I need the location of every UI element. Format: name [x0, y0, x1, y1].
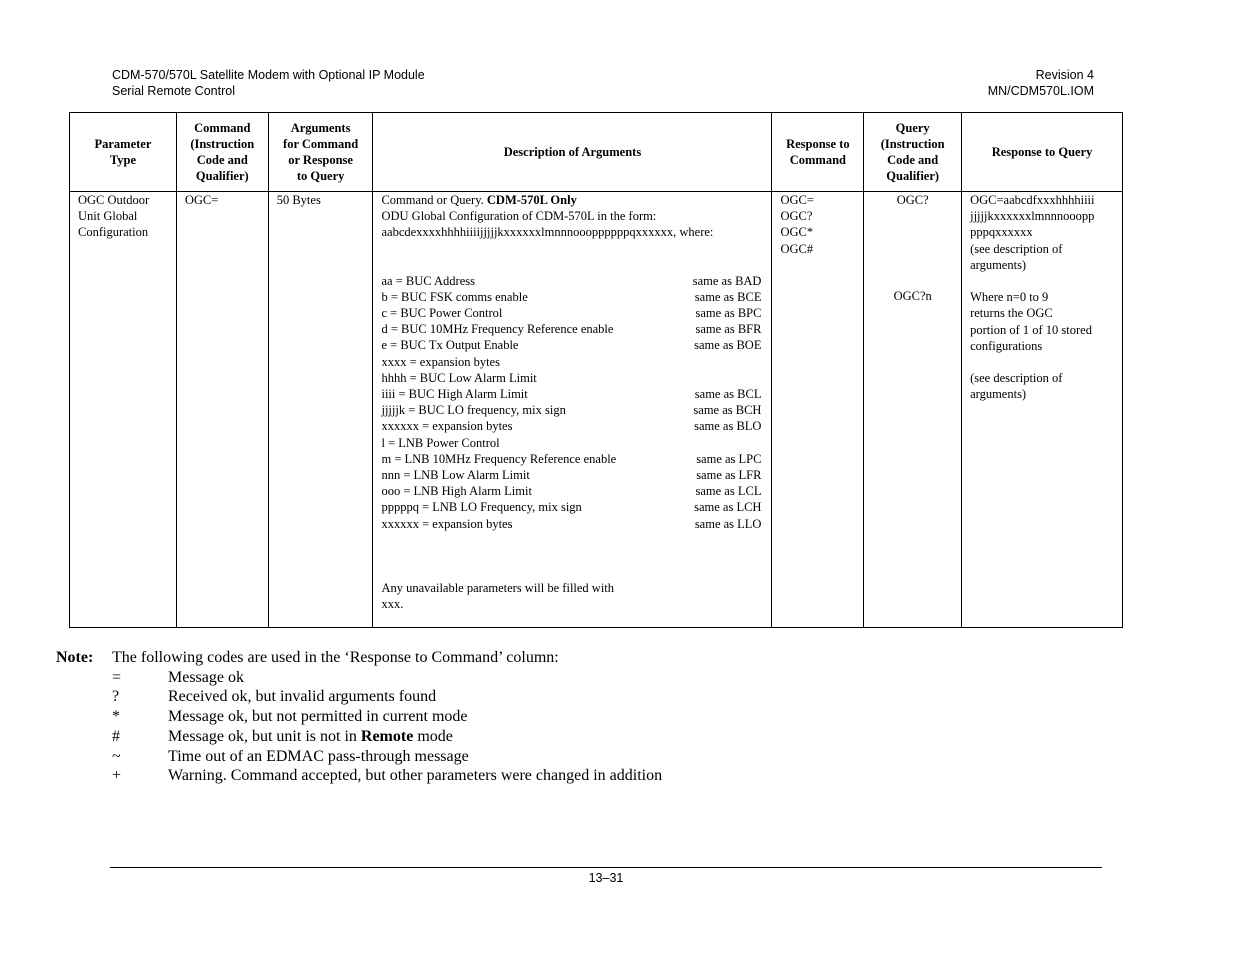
response-code-row: [56, 766, 662, 786]
note-intro: The following codes are used in the ‘Response to Command’ column:: [112, 649, 559, 666]
page-number: 13–31: [588, 871, 624, 885]
argument-reference: same as BCE: [694, 289, 762, 304]
argument-label: e = BUC Tx Output Enable: [381, 338, 519, 353]
query-response-line: Where n=0 to 9: [970, 290, 1049, 305]
command-table: [69, 112, 1123, 628]
argument-label: iiii = BUC High Alarm Limit: [381, 387, 528, 402]
cell-response-to-command: OGC= OGC? OGC* OGC#: [772, 192, 864, 628]
description-line: ODU Global Configuration of CDM-570L in the form:: [381, 209, 657, 224]
argument-row: [381, 499, 761, 515]
argument-row: [381, 483, 761, 499]
manual-id: MN/CDM570L.IOM: [987, 84, 1094, 98]
argument-reference: same as BFR: [695, 322, 762, 337]
response-code-symbol: =: [112, 668, 122, 686]
description-intro: Command or Query. CDM-570L Only: [381, 193, 577, 207]
cell-response-to-query: [962, 192, 1123, 628]
response-code-text: Received ok, but invalid arguments found: [168, 688, 437, 706]
argument-label: aa = BUC Address: [381, 273, 475, 288]
response-code-text: Message ok, but unit is not in Remote mode: [168, 727, 453, 745]
argument-reference: same as BLO: [694, 419, 762, 434]
table-header-row: [70, 113, 1123, 192]
response-code-row: [56, 727, 662, 747]
footer-divider: [110, 867, 1102, 868]
argument-label: c = BUC Power Control: [381, 306, 503, 321]
query-response-line: arguments): [970, 257, 1027, 272]
argument-reference: same as BAD: [692, 273, 762, 288]
header-command: Command (Instruction Code and Qualifier): [176, 113, 268, 192]
argument-row: [381, 273, 761, 289]
argument-reference: same as BCH: [693, 403, 762, 418]
query-response-line: [970, 273, 1114, 289]
argument-label: hhhh = BUC Low Alarm Limit: [381, 370, 537, 385]
argument-reference: same as LLO: [694, 516, 762, 531]
argument-label: ooo = LNB High Alarm Limit: [381, 484, 532, 499]
page-header-left: [112, 67, 425, 99]
argument-label: l = LNB Power Control: [381, 435, 500, 450]
response-code-emphasis: Remote: [360, 727, 414, 745]
argument-row: [381, 321, 761, 337]
argument-label: m = LNB 10MHz Frequency Reference enable: [381, 451, 617, 466]
query-response-line: returns the OGC: [970, 306, 1053, 321]
note-label: Note:: [56, 649, 94, 666]
response-code-symbol: #: [112, 727, 120, 745]
description-footer: xxx.: [381, 597, 404, 612]
section-title: Serial Remote Control: [112, 84, 235, 98]
header-response-to-command: Response to Command: [772, 113, 864, 192]
response-code-row: [56, 707, 662, 727]
argument-row: [381, 305, 761, 321]
response-code-row: [56, 687, 662, 707]
cell-description: [373, 192, 772, 628]
response-code-row: [56, 747, 662, 767]
code-list: [56, 668, 662, 786]
argument-row: [381, 418, 761, 434]
note-section: [56, 648, 662, 786]
argument-label: d = BUC 10MHz Frequency Reference enable: [381, 322, 614, 337]
argument-label: pppppq = LNB LO Frequency, mix sign: [381, 500, 582, 515]
argument-reference: same as LCL: [695, 484, 762, 499]
argument-row: [381, 354, 761, 370]
argument-row: [381, 451, 761, 467]
query-response-line: configurations: [970, 338, 1043, 353]
query-response-lines: [970, 192, 1114, 403]
header-arguments: Arguments for Command or Response to Query: [268, 113, 373, 192]
argument-row: [381, 289, 761, 305]
argument-label: nnn = LNB Low Alarm Limit: [381, 468, 530, 483]
argument-row: [381, 516, 761, 532]
argument-reference: same as LFR: [696, 468, 762, 483]
response-code-text: Warning. Command accepted, but other parameters were changed in addition: [168, 767, 663, 785]
query-response-line: OGC=aabcdfxxxhhhhiiii: [970, 193, 1095, 207]
argument-label: xxxxxx = expansion bytes: [381, 419, 513, 434]
query-response-line: jjjjjkxxxxxxlmnnnooopp: [970, 209, 1095, 224]
response-code-text: Message ok, but not permitted in current mode: [168, 708, 468, 726]
revision-label: Revision 4: [1035, 68, 1094, 82]
query-response-line: portion of 1 of 10 stored: [970, 322, 1092, 337]
argument-label: b = BUC FSK comms enable: [381, 289, 528, 304]
argument-row: [381, 370, 761, 386]
argument-reference: same as BCL: [694, 387, 762, 402]
description-footer: Any unavailable parameters will be filled with: [381, 580, 615, 595]
argument-reference: same as LCH: [694, 500, 762, 515]
cell-arguments: 50 Bytes: [268, 192, 373, 628]
description-format: aabcdexxxxhhhhiiiijjjjjkxxxxxxlmnnnoooppppppqxxxxxx, where:: [381, 225, 714, 240]
argument-row: [381, 337, 761, 353]
argument-reference: same as BPC: [695, 306, 762, 321]
page-header-right: [988, 67, 1094, 99]
response-code-symbol: ~: [112, 747, 121, 765]
argument-row: [381, 386, 761, 402]
argument-label: xxxxxx = expansion bytes: [381, 516, 513, 531]
header-query: Query (Instruction Code and Qualifier): [864, 113, 962, 192]
header-description: Description of Arguments: [373, 113, 772, 192]
response-code-symbol: +: [112, 767, 122, 785]
cell-command: OGC=: [176, 192, 268, 628]
header-parameter-type: Parameter Type: [70, 113, 177, 192]
response-code-symbol: *: [112, 708, 120, 726]
query-response-line: pppqxxxxxx: [970, 225, 1033, 240]
argument-row: [381, 402, 761, 418]
response-code-symbol: ?: [112, 688, 120, 706]
query-response-line: arguments): [970, 387, 1027, 402]
document-title: CDM-570/570L Satellite Modem with Optional IP Module: [112, 68, 425, 82]
argument-label: xxxx = expansion bytes: [381, 354, 500, 369]
cell-query: OGC? OGC?n: [864, 192, 962, 628]
response-code-text: Message ok: [168, 668, 244, 686]
response-code-row: [56, 668, 662, 688]
argument-label: jjjjjk = BUC LO frequency, mix sign: [381, 403, 566, 418]
argument-list: [381, 273, 763, 532]
table-row: [70, 192, 1123, 628]
query-response-line: (see description of: [970, 371, 1063, 386]
response-code-text: Time out of an EDMAC pass-through message: [168, 747, 469, 765]
argument-row: [381, 435, 761, 451]
argument-reference: same as BOE: [694, 338, 762, 353]
argument-row: [381, 467, 761, 483]
query-response-line: [970, 354, 1114, 370]
header-response-to-query: Response to Query: [962, 113, 1123, 192]
query-response-line: (see description of: [970, 241, 1063, 256]
cell-parameter-type: OGC Outdoor Unit Global Configuration: [70, 192, 177, 628]
argument-reference: same as LPC: [696, 451, 762, 466]
